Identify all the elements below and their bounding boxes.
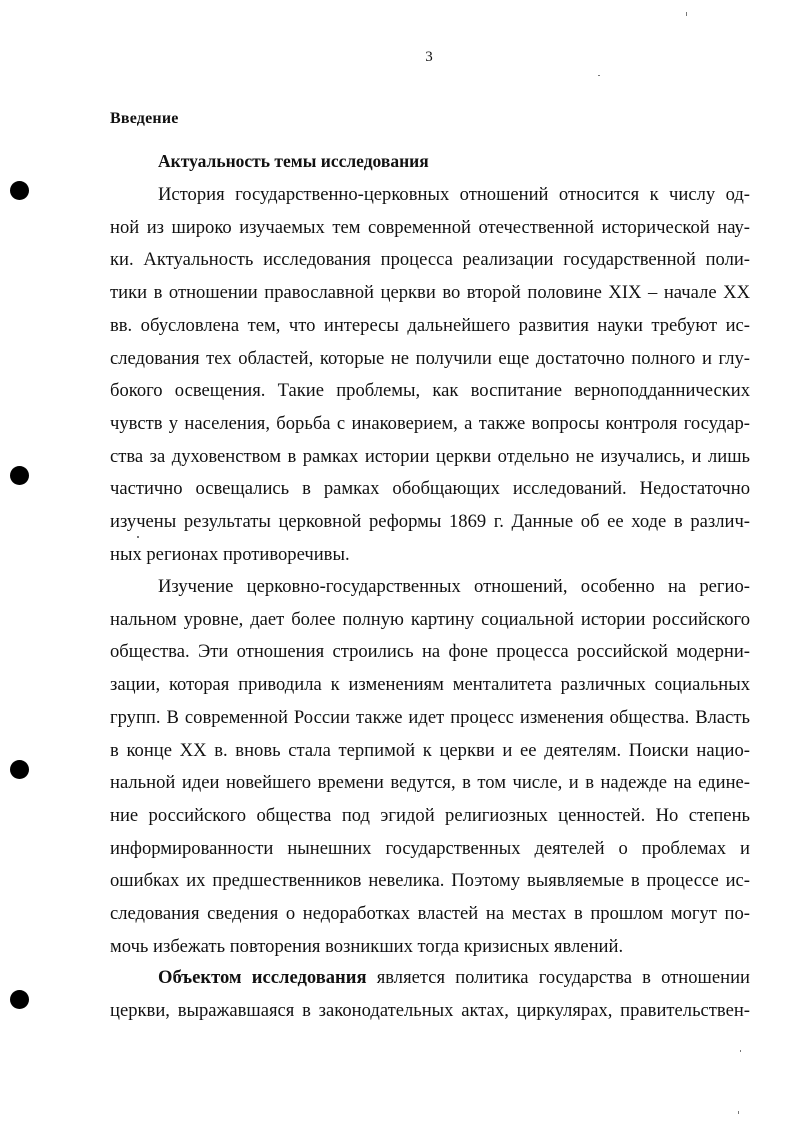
subheading-relevance: Актуальность темы исследования [158,151,429,171]
text-line: бокого освещения. Такие проблемы, как воспитание верноподданнических [110,380,750,402]
scan-speck [740,1050,741,1052]
paragraph-object [110,962,750,1027]
scan-speck [598,75,600,76]
text-line: ной из широко изучаемых тем современной отечественной исторической нау- [110,216,750,238]
text-line: вв. обусловлена тем, что интересы дальнейшего развития науки требуют ис- [110,314,750,336]
text-line [110,962,750,995]
binder-hole [10,466,29,485]
text-line: зации, которая приводила к изменениям менталитета различных социальных [110,674,750,696]
text-line: церкви, выражавшаяся в законодательных актах, циркулярах, правительствен- [110,999,750,1021]
text-line: частично освещались в рамках обобщающих исследований. Недостаточно [110,478,750,500]
binder-hole [10,990,29,1009]
text-line: в конце XX в. вновь стала терпимой к церкви и ее деятелям. Поиски нацио- [110,739,750,761]
text-line: ошибках их предшественников невелика. Поэтому выявляемые в процессе ис- [110,870,750,892]
text-line: изучены результаты церковной реформы 1869 г. Данные об ее ходе в различ- [110,511,750,533]
text-line: Изучение церковно-государственных отношений, особенно на регио- [158,576,750,597]
binder-hole [10,181,29,200]
text-line: групп. В современной России также идет процесс изменения общества. Власть [110,706,750,728]
text-line: следования тех областей, которые не получили еще достаточно полного и глу- [110,347,750,369]
binder-hole [10,760,29,779]
scan-speck [137,536,139,538]
text-line: следования сведения о недоработках властей на местах в прошлом могут по- [110,903,750,925]
scan-speck [738,1111,739,1114]
text-line: нальном уровне, дает более полную картину социальной истории российского [110,608,750,630]
page-number: 3 [425,49,433,65]
text-line: мочь избежать повторения возникших тогда кризисных явлений. [110,935,624,957]
text-line-rest: является политика государства в отношении [366,967,750,988]
paragraph-relevance-2 [110,571,750,963]
bold-lead-object: Объектом исследования [158,967,367,988]
scan-speck [686,12,687,16]
section-heading: Введение [110,110,179,127]
text-line: общества. Эти отношения строились на фоне процесса российской модерни- [110,641,750,663]
paragraph-relevance-1 [110,179,750,571]
text-line: История государственно-церковных отношений относится к числу од- [158,184,750,205]
text-line: ки. Актуальность исследования процесса реализации государственной поли- [110,249,750,271]
text-line: ние российского общества под эгидой религиозных ценностей. Но степень [110,804,750,826]
text-line: информированности нынешних государственных деятелей о проблемах и [110,837,750,859]
text-line: чувств у населения, борьба с инаковерием, а также вопросы контроля государ- [110,412,750,434]
text-line: ных регионах противоречивы. [110,543,350,565]
text-line: тики в отношении православной церкви во второй половине XIX – начале XX [110,282,750,304]
text-line: нальной идеи новейшего времени ведутся, в том числе, и в надежде на едине- [110,772,750,794]
text-line: ства за духовенством в рамках истории церкви отдельно не изучались, и лишь [110,445,750,467]
